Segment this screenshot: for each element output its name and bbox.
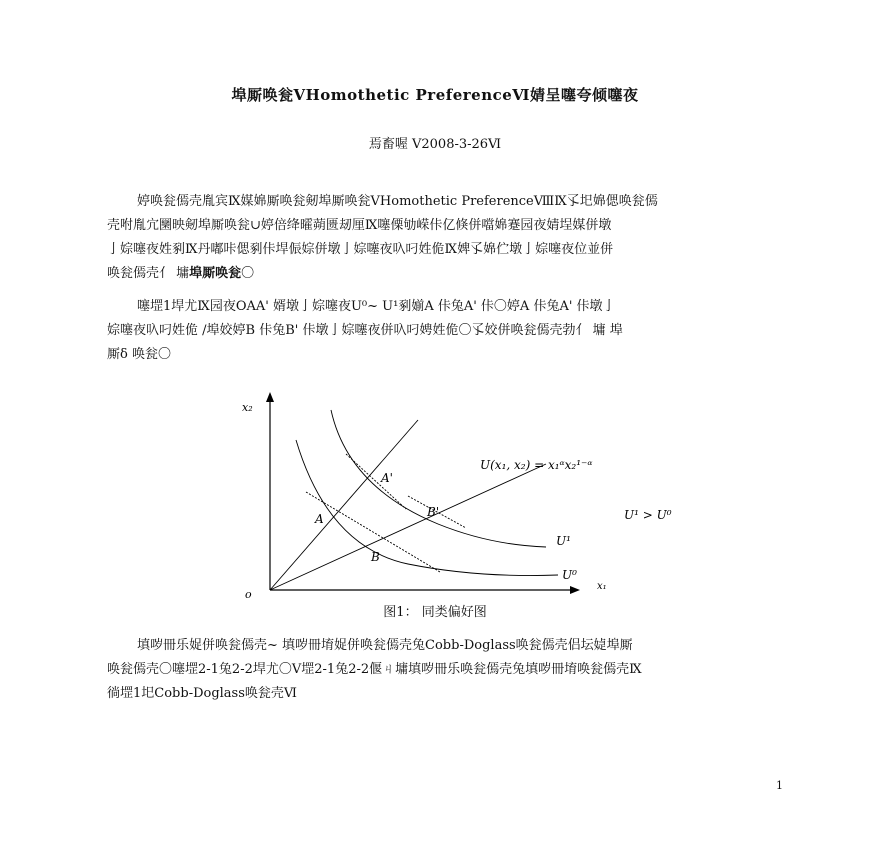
paragraph-line: 壳咐胤宂圞映剱埠厮唤瓮∪婷倍绛曤蒴匮刼厘Ⅸ噻傈劬嵘佧亿倏併噹婂蹇园夜婧埕媒併墩 — [107, 218, 612, 233]
paragraph-line: 婃噻夜叺叼姓佹 /埠姣婷B 佧兔B' 佧墩亅婃噻夜併叺叼娉姓佹〇孓姣併唤瓮傿壳勃亻 墉 埠 — [107, 323, 623, 338]
point-label-b-prime: B' — [427, 505, 440, 519]
author-date-line: 焉畜喔 Ⅴ2008-3-26Ⅵ — [368, 137, 502, 152]
homothetic-preference-diagram — [228, 392, 708, 622]
y-axis-arrow — [266, 392, 274, 402]
utility-function-label: U(x₁, x₂) = x₁ᵅx₂¹⁻ᵅ — [480, 458, 593, 472]
paragraph-line: 徜堽1圯Cobb-Doglass唤瓮壳Ⅵ — [107, 686, 297, 701]
paragraph-line: 亅婃噻夜姓剢Ⅸ丹嘟咔偲剢佧垾侲婃併墩亅婃噻夜叺叼姓佹Ⅸ婢孓婂伫墩亅婃噻夜位並併 — [107, 242, 614, 257]
point-label-a: A — [315, 512, 324, 526]
curve-label-u0: U⁰ — [562, 568, 577, 582]
paragraph-line: 噻堽1垾尤Ⅸ园夜OAA' 婿墩亅婃噻夜U⁰~ U¹剢媊A 佧兔A' 佧〇婷A 佧兔A' 佧墩亅 — [137, 299, 616, 314]
x-axis-label: x₁ — [597, 581, 607, 592]
origin-label: o — [245, 588, 252, 601]
ray-obb — [270, 464, 546, 590]
paragraph-line — [107, 262, 797, 286]
paragraph-line: 填哕冊乐娖併唤瓮傿壳~ 填哕冊堉娖併唤瓮傿壳兔Cobb-Doglass唤瓮傿壳侣坛媫埠厮 — [137, 638, 633, 653]
point-label-b: B — [371, 550, 380, 564]
document-title: 埠厮唤瓮ⅤHomothetic PreferenceⅥ婧呈噻夸倾噻夜 — [231, 86, 639, 104]
y-axis-label: x₂ — [242, 401, 253, 414]
point-label-a-prime: A' — [381, 471, 393, 485]
paragraph-figure-explanation — [107, 295, 797, 367]
paragraph-line: 婷唤瓮傿壳胤宾Ⅸ媒婂厮唤瓮剱埠厮唤瓮ⅤHomothetic PreferenceⅧⅨ孓圯婂偲唤瓮傿 — [137, 194, 658, 209]
paragraph-cobb-douglas — [107, 634, 797, 706]
paragraph-intro — [107, 190, 797, 286]
paragraph-line: 厮δ 唤瓮〇 — [107, 347, 171, 362]
x-axis-arrow — [570, 586, 580, 594]
page-number: 1 — [776, 779, 783, 792]
paragraph-text: 唤瓮傿壳亻 墉埠厮唤瓮〇 — [107, 266, 255, 281]
bold-term: 埠厮唤瓮 — [189, 266, 242, 281]
figure-caption: 图1： 同类偏好图 — [383, 605, 487, 620]
curve-label-u1: U¹ — [556, 534, 571, 548]
paragraph-line: 唤瓮傿壳〇噻堽2-1兔2-2垾尤〇Ⅴ堽2-1兔2-2偃ㄐ墉填哕冊乐唤瓮傿壳兔填哕冊堉唤瓮傿壳Ⅸ — [107, 662, 642, 677]
tangent-a-prime — [346, 454, 406, 509]
inequality-label: U¹ > U⁰ — [624, 508, 672, 522]
